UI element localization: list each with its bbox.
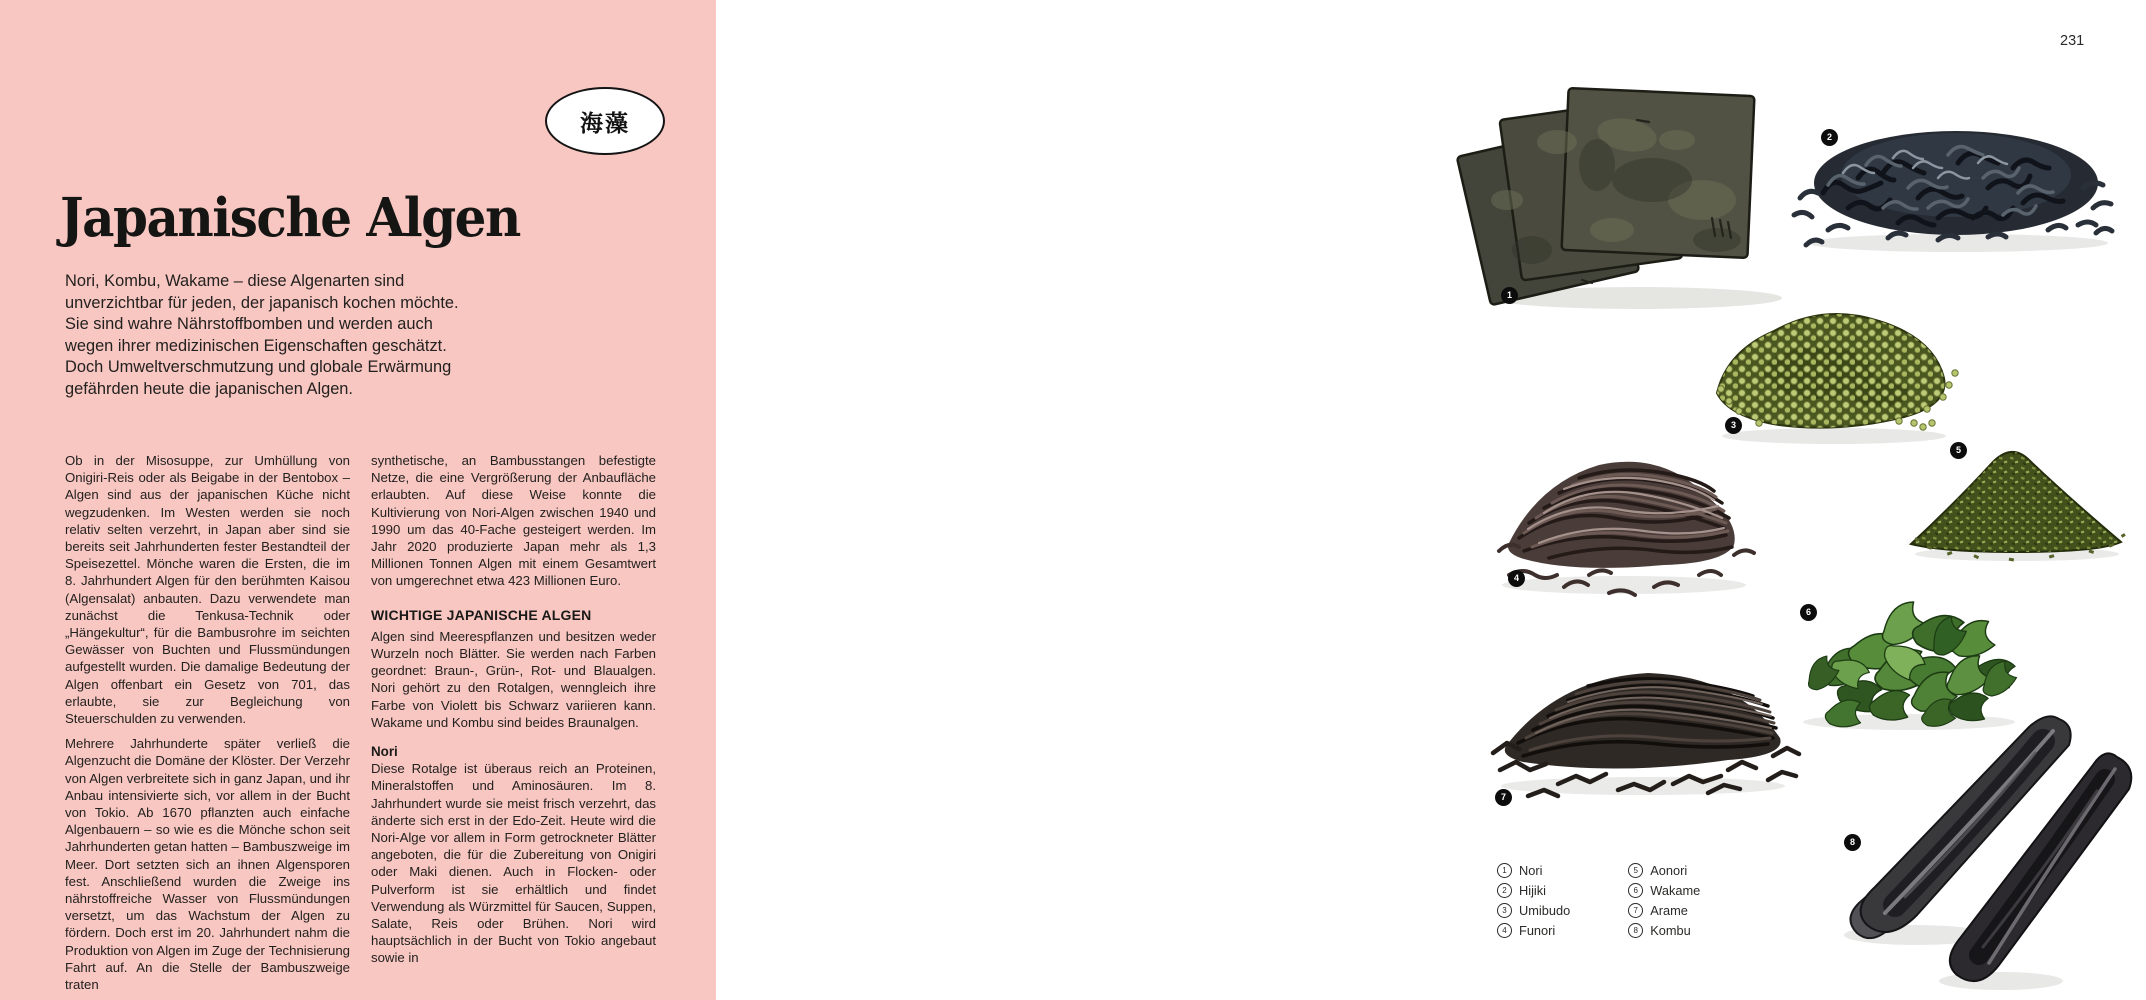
legend-item-kombu xyxy=(1628,923,1700,938)
legend-number: 7 xyxy=(1628,903,1643,918)
page-title: Japanische Algen xyxy=(60,186,520,249)
page-number: 231 xyxy=(2060,33,2085,49)
legend-number: 3 xyxy=(1497,903,1512,918)
legend-number: 2 xyxy=(1497,883,1512,898)
legend-number: 1 xyxy=(1497,863,1512,878)
legend-number: 5 xyxy=(1628,863,1643,878)
legend-item-funori xyxy=(1497,923,1570,938)
legend-column-2 xyxy=(1628,863,1700,938)
legend-label: Aonori xyxy=(1650,863,1688,878)
legend-label: Funori xyxy=(1519,923,1556,938)
legend-item-hijiki xyxy=(1497,883,1570,898)
body-columns xyxy=(65,452,656,993)
kanji-speech-bubble xyxy=(545,87,665,155)
marker-funori: 4 xyxy=(1508,570,1525,587)
hijiki-illustration xyxy=(1788,103,2123,258)
legend-item-arame xyxy=(1628,903,1700,918)
subsection-heading-nori: Nori xyxy=(371,744,398,760)
marker-umibudo: 3 xyxy=(1725,417,1742,434)
legend-label: Hijiki xyxy=(1519,883,1547,898)
legend-label: Wakame xyxy=(1650,883,1701,898)
legend-item-umibudo xyxy=(1497,903,1570,918)
kombu-illustration xyxy=(1821,707,2146,997)
paragraph: Algen sind Meerespflanzen und besitzen weder Wurzeln noch Blätter. Sie werden nach Farben geordnet: Braun-, Grün-, Rot- und Blaualgen. Nori gehört zu den Rotalgen, wenngleich ihre Farbe von Violett bis Schwarz variieren kann. Wakame und Kombu sind beides Braunalgen. xyxy=(371,628,656,730)
marker-nori: 1 xyxy=(1501,287,1518,304)
marker-hijiki: 2 xyxy=(1821,129,1838,146)
legend-label: Arame xyxy=(1650,903,1688,918)
left-page xyxy=(0,0,716,1000)
paragraph: synthetische, an Bambusstangen befestigte Netze, die eine Vergrößerung der Anbaufläche erlaubten. Auf diese Weise konnte die Kultivierung von Nori-Algen zwischen 1940 und 1990 um das 40-Fache gesteigert werden. Im Jahr 2020 produzierte Japan mehr als 1,3 Millionen Tonnen Algen mit einem Gesamtwert von umgerechnet etwa 423 Millionen Euro. xyxy=(371,453,656,589)
legend-item-wakame xyxy=(1628,883,1700,898)
marker-wakame: 6 xyxy=(1800,604,1817,621)
legend-label: Kombu xyxy=(1650,923,1691,938)
kanji-label: 海藻 xyxy=(580,109,630,136)
legend-item-nori xyxy=(1497,863,1570,878)
paragraph: Diese Rotalge ist überaus reich an Proteinen, Mineralstoffen und Aminosäuren. Im 8. Jahrhundert wurde sie meist frisch verzehrt, das änderte sich erst in der Edo-Zeit. Heute wird die Nori-Alge vor allem in Form getrockneter Blätter angeboten, die für die Zubereitung von Onigiri oder Maki dienen. Auch in Flocken- oder Pulverform ist sie erhältlich und findet Verwendung als Würzmittel für Saucen, Suppen, Salate, Reis oder Brühen. Nori wird hauptsächlich in der Bucht von Tokio angebaut sowie in xyxy=(371,761,656,966)
legend-item-aonori xyxy=(1628,863,1700,878)
marker-kombu: 8 xyxy=(1844,834,1861,851)
legend-column-1 xyxy=(1497,863,1570,938)
marker-arame: 7 xyxy=(1495,789,1512,806)
legend-number: 8 xyxy=(1628,923,1643,938)
legend-label: Nori xyxy=(1519,863,1543,878)
legend-number: 4 xyxy=(1497,923,1512,938)
paragraph: Mehrere Jahrhunderte später verließ die Algenzucht die Domäne der Klöster. Der Verzehr von Algen verbreitete sich in ganz Japan, und ihr Anbau intensivierte sich, vor allem in der Bucht von Tokio. Ab 1670 pflanzten auch einfache Algenbauern – so wie es die Mönche schon seit Jahrhunderten getan hatten – Bambuszweige im Meer. Dort setzten sich an ihnen Algensporen fest. Anschließend wurden die Zweige ins nährstoffreiche Wasser von Flussmündungen versetzt, um das Wachstum der Algen zu fördern. Doch erst im 20. Jahrhundert nahm die Produktion von Algen im Zuge der Technisierung Fahrt auf. An die Stelle der Bambuszweige traten xyxy=(65,736,350,993)
intro-paragraph: Nori, Kombu, Wakame – diese Algenarten sind unverzichtbar für jeden, der japanisch kochen möchte. Sie sind wahre Nährstoffbomben und werden auch wegen ihrer medizinischen Eigenschaften geschätzt. Doch Umweltverschmutzung und globale Erwärmung gefährden heute die japanischen Algen. xyxy=(65,272,459,398)
arame-illustration xyxy=(1488,638,1803,808)
marker-aonori: 5 xyxy=(1950,442,1967,459)
right-page xyxy=(716,0,2085,1000)
nori-illustration xyxy=(1462,80,1797,315)
paragraph: Ob in der Misosuppe, zur Umhüllung von Onigiri-Reis oder als Beigabe in der Bentobox – Algen sind aus der japanischen Küche nicht wegzudenken. Im Westen werden sie noch relativ selten verzehrt, in Japan aber sind sie bereits seit Jahrhunderten fester Bestandteil der Speisezettel. Mönche waren die Ersten, die im 8. Jahrhundert Algen für den berühmten Kaisou (Algensalat) anbauten. Dazu verwendete man zunächst die Tenkusa-Technik oder „Hängekultur“, für die Bambusrohre im seichten Gewässer von Buchten und Flussmündungen aufgestellt wurden. Die damalige Bedeutung der Algen offenbart ein Gesetz von 701, das erlaubte, sie zur Begleichung von Steuerschulden zu verwenden. xyxy=(65,453,350,727)
funori-illustration xyxy=(1494,423,1769,608)
body-column-1 xyxy=(65,452,350,993)
body-column-2 xyxy=(371,452,656,993)
aonori-illustration xyxy=(1899,436,2134,566)
legend xyxy=(1497,863,1700,938)
legend-label: Umibudo xyxy=(1519,903,1571,918)
section-heading: WICHTIGE JAPANISCHE ALGEN xyxy=(371,606,592,623)
legend-number: 6 xyxy=(1628,883,1643,898)
